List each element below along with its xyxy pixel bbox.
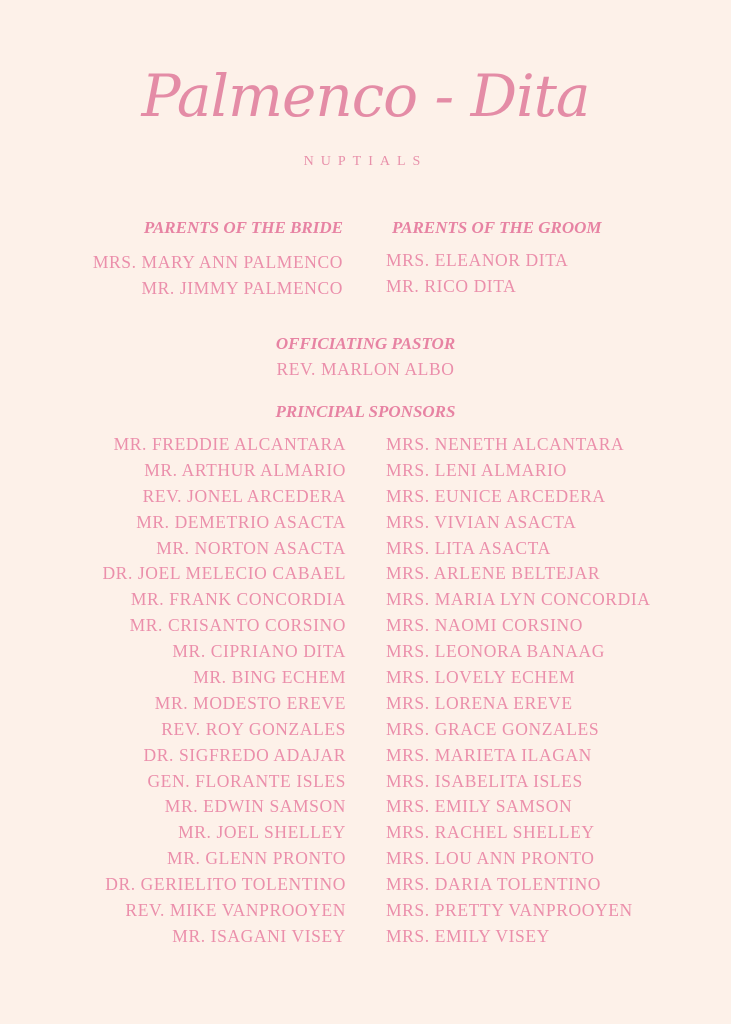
sponsor-name: MR. FREDDIE ALCANTARA bbox=[113, 434, 346, 454]
sponsor-name: MRS. ARLENE BELTEJAR bbox=[386, 563, 601, 584]
officiant-name: REV. MARLON ALBO bbox=[276, 359, 455, 379]
sponsor-name: MR. CRISANTO CORSINO bbox=[129, 615, 346, 636]
sponsor-name: MR. EDWIN SAMSON bbox=[164, 796, 346, 817]
groom-parents-heading: PARENTS OF THE GROOM bbox=[392, 218, 602, 237]
sponsors-right-column bbox=[386, 432, 650, 950]
sponsor-name: MRS. VIVIAN ASACTA bbox=[386, 511, 577, 532]
bride-parent-name: MRS. MARY ANN PALMENCO bbox=[92, 252, 343, 272]
sponsor-name: MR. NORTON ASACTA bbox=[156, 537, 346, 558]
sponsor-name: GEN. FLORANTE ISLES bbox=[147, 770, 346, 791]
sponsor-name: MRS. RACHEL SHELLEY bbox=[386, 822, 595, 843]
couple-title: Palmenco - Dita bbox=[141, 62, 590, 130]
bride-parent-name: MR. JIMMY PALMENCO bbox=[141, 278, 343, 298]
sponsor-name: MRS. LITA ASACTA bbox=[386, 537, 551, 558]
sponsors-left-column bbox=[102, 432, 346, 950]
sponsor-name: MRS. EMILY VISEY bbox=[386, 925, 550, 946]
sponsor-name: MR. GLENN PRONTO bbox=[167, 848, 346, 869]
sponsor-name: MRS. MARIA LYN CONCORDIA bbox=[386, 589, 651, 610]
sponsor-name: DR. JOEL MELECIO CABAEL bbox=[102, 563, 346, 584]
sponsor-name: MRS. LEONORA BANAAG bbox=[386, 641, 605, 662]
officiant-heading: OFFICIATING PASTOR bbox=[275, 334, 456, 353]
sponsor-name: MRS. LOU ANN PRONTO bbox=[386, 848, 595, 869]
sponsor-name: MRS. PRETTY VANPROOYEN bbox=[386, 900, 633, 921]
bride-parents-heading: PARENTS OF THE BRIDE bbox=[143, 218, 343, 237]
sponsor-name: MRS. NENETH ALCANTARA bbox=[386, 434, 625, 454]
sponsor-name: MR. JOEL SHELLEY bbox=[178, 822, 346, 843]
groom-parent-name: MRS. ELEANOR DITA bbox=[386, 250, 569, 270]
sponsor-name: MRS. MARIETA ILAGAN bbox=[386, 744, 592, 765]
sponsor-name: MR. ISAGANI VISEY bbox=[172, 925, 346, 946]
sponsor-name: MRS. LENI ALMARIO bbox=[386, 459, 567, 480]
sponsor-name: DR. GERIELITO TOLENTINO bbox=[105, 874, 346, 895]
sponsor-name: MR. BING ECHEM bbox=[193, 667, 346, 688]
sponsor-name: MR. DEMETRIO ASACTA bbox=[136, 511, 346, 532]
sponsor-name: MR. MODESTO EREVE bbox=[154, 692, 346, 713]
sponsors-heading: PRINCIPAL SPONSORS bbox=[275, 402, 456, 421]
sponsor-name: REV. JONEL ARCEDERA bbox=[142, 485, 346, 506]
sponsor-name: MRS. GRACE GONZALES bbox=[386, 718, 600, 739]
nuptials-subtitle: NUPTIALS bbox=[303, 154, 428, 169]
sponsor-name: MRS. DARIA TOLENTINO bbox=[386, 874, 602, 895]
sponsor-name: MRS. LOVELY ECHEM bbox=[386, 667, 576, 688]
sponsor-name: DR. SIGFREDO ADAJAR bbox=[143, 744, 346, 765]
sponsor-name: MR. CIPRIANO DITA bbox=[172, 641, 346, 662]
sponsor-name: MRS. LORENA EREVE bbox=[386, 692, 573, 713]
sponsor-name: REV. ROY GONZALES bbox=[161, 718, 346, 739]
sponsor-name: MRS. EMILY SAMSON bbox=[386, 796, 573, 817]
sponsor-name: MRS. NAOMI CORSINO bbox=[386, 615, 584, 636]
sponsor-name: MR. FRANK CONCORDIA bbox=[130, 589, 346, 610]
sponsor-name: MRS. ISABELITA ISLES bbox=[386, 770, 583, 791]
sponsor-name: REV. MIKE VANPROOYEN bbox=[125, 900, 346, 921]
sponsor-name: MR. ARTHUR ALMARIO bbox=[144, 459, 346, 480]
sponsor-name: MRS. EUNICE ARCEDERA bbox=[386, 485, 606, 506]
groom-parent-name: MR. RICO DITA bbox=[386, 276, 517, 296]
